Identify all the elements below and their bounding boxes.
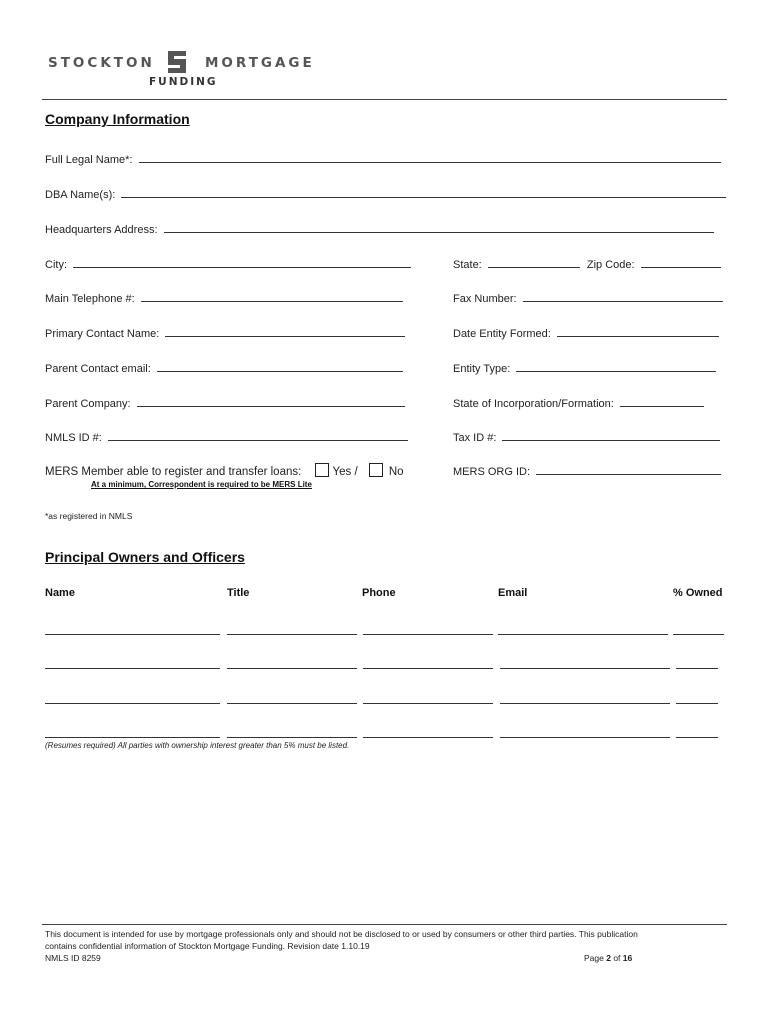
- label-tax-id: Tax ID #:: [453, 432, 497, 444]
- label-parent-company: Parent Company:: [45, 398, 131, 410]
- principals-note: (Resumes required) All parties with ownership interest greater than 5% must be listed.: [45, 741, 350, 750]
- label-state-incorporation: State of Incorporation/Formation:: [453, 398, 614, 410]
- input-owner-email[interactable]: [500, 737, 670, 738]
- input-owner-email[interactable]: [498, 634, 668, 635]
- field-entity-type: [453, 360, 716, 375]
- page-number: [584, 952, 632, 964]
- input-owner-percent[interactable]: [676, 737, 718, 738]
- input-primary-contact[interactable]: [165, 325, 405, 337]
- input-owner-title[interactable]: [227, 634, 357, 635]
- input-owner-percent[interactable]: [676, 668, 718, 669]
- label-parent-email: Parent Contact email:: [45, 363, 151, 375]
- input-dba-names[interactable]: [121, 186, 726, 198]
- input-parent-email[interactable]: [157, 360, 403, 372]
- label-nmls-id: NMLS ID #:: [45, 432, 102, 444]
- input-full-legal-name[interactable]: [139, 151, 721, 163]
- input-owner-percent[interactable]: [673, 634, 724, 635]
- column-header-owned: % Owned: [673, 587, 723, 599]
- column-header-email: Email: [498, 587, 528, 599]
- footer-divider: [42, 924, 727, 925]
- logo-mark-icon: [165, 49, 189, 75]
- page-current: 2: [606, 953, 611, 963]
- label-zip: Zip Code:: [586, 259, 635, 271]
- field-nmls-id: [45, 429, 408, 444]
- field-state-zip: [453, 256, 721, 271]
- page-prefix: Page: [584, 953, 607, 963]
- section-title-principals: Principal Owners and Officers: [45, 549, 245, 565]
- input-owner-phone[interactable]: [363, 703, 493, 704]
- page-of: of: [610, 953, 623, 963]
- field-hq-address: [45, 221, 714, 236]
- input-owner-name[interactable]: [45, 703, 220, 704]
- input-owner-phone[interactable]: [363, 668, 493, 669]
- field-parent-email: [45, 360, 403, 375]
- field-main-phone: [45, 290, 403, 305]
- input-date-formed[interactable]: [557, 325, 719, 337]
- field-tax-id: [453, 429, 720, 444]
- page-total: 16: [622, 953, 633, 963]
- label-city: City:: [45, 259, 67, 271]
- label-entity-type: Entity Type:: [453, 363, 511, 375]
- input-owner-name[interactable]: [45, 737, 220, 738]
- column-header-phone: Phone: [362, 587, 396, 599]
- label-date-formed: Date Entity Formed:: [453, 328, 551, 340]
- footer-disclaimer-line-1: This document is intended for use by mortgage professionals only and should not be disclosed to or used by consumers or other third parties. This publication: [45, 929, 638, 939]
- mers-no-checkbox[interactable]: [369, 463, 383, 477]
- field-mers-org-id: [453, 463, 721, 478]
- input-mers-org-id[interactable]: [536, 463, 721, 475]
- input-state[interactable]: [488, 256, 580, 268]
- input-parent-company[interactable]: [137, 395, 405, 407]
- field-dba-names: [45, 186, 726, 201]
- input-owner-email[interactable]: [500, 703, 670, 704]
- field-date-formed: [453, 325, 719, 340]
- logo-left-word: STOCKTON: [48, 55, 155, 71]
- label-state: State:: [453, 259, 482, 271]
- input-state-incorporation[interactable]: [620, 395, 704, 407]
- field-parent-company: [45, 395, 405, 410]
- column-header-name: Name: [45, 587, 75, 599]
- logo-right-word: MORTGAGE: [205, 55, 315, 71]
- input-owner-phone[interactable]: [363, 737, 493, 738]
- input-hq-address[interactable]: [164, 221, 714, 233]
- header-divider: [42, 99, 727, 100]
- field-fax: [453, 290, 723, 305]
- input-city[interactable]: [73, 256, 411, 268]
- input-owner-title[interactable]: [227, 737, 357, 738]
- column-header-title: Title: [227, 587, 250, 599]
- label-mers-org-id: MERS ORG ID:: [453, 466, 531, 478]
- input-owner-phone[interactable]: [363, 634, 493, 635]
- field-mers-member: [45, 463, 404, 478]
- label-mers-no: No: [388, 466, 404, 478]
- mers-requirement-note: At a minimum, Correspondent is required to be MERS Lite: [91, 480, 312, 489]
- field-primary-contact: [45, 325, 405, 340]
- input-fax[interactable]: [523, 290, 723, 302]
- label-dba-names: DBA Name(s):: [45, 189, 116, 201]
- field-state-incorporation: [453, 395, 704, 410]
- input-owner-name[interactable]: [45, 634, 220, 635]
- section-title-company: Company Information: [45, 111, 190, 127]
- footer-disclaimer-line-2: contains confidential information of Stockton Mortgage Funding. Revision date 1.10.19: [45, 941, 370, 951]
- input-owner-name[interactable]: [45, 668, 220, 669]
- input-owner-email[interactable]: [500, 668, 670, 669]
- input-owner-title[interactable]: [227, 668, 357, 669]
- input-nmls-id[interactable]: [108, 429, 408, 441]
- field-city: [45, 256, 411, 271]
- label-fax: Fax Number:: [453, 293, 517, 305]
- label-primary-contact: Primary Contact Name:: [45, 328, 160, 340]
- input-main-phone[interactable]: [141, 290, 403, 302]
- input-tax-id[interactable]: [502, 429, 720, 441]
- label-hq-address: Headquarters Address:: [45, 224, 158, 236]
- field-full-legal-name: [45, 151, 721, 166]
- footer-nmls-id: NMLS ID 8259: [45, 953, 101, 963]
- logo-sub-word: FUNDING: [149, 76, 218, 88]
- input-owner-percent[interactable]: [676, 703, 718, 704]
- registered-note: *as registered in NMLS: [45, 511, 133, 521]
- label-mers-yes: Yes /: [332, 466, 358, 478]
- label-main-phone: Main Telephone #:: [45, 293, 135, 305]
- input-zip[interactable]: [641, 256, 721, 268]
- label-mers-question: MERS Member able to register and transfer loans:: [45, 466, 302, 478]
- input-owner-title[interactable]: [227, 703, 357, 704]
- input-entity-type[interactable]: [516, 360, 716, 372]
- label-full-legal-name: Full Legal Name*:: [45, 154, 133, 166]
- mers-yes-checkbox[interactable]: [315, 463, 329, 477]
